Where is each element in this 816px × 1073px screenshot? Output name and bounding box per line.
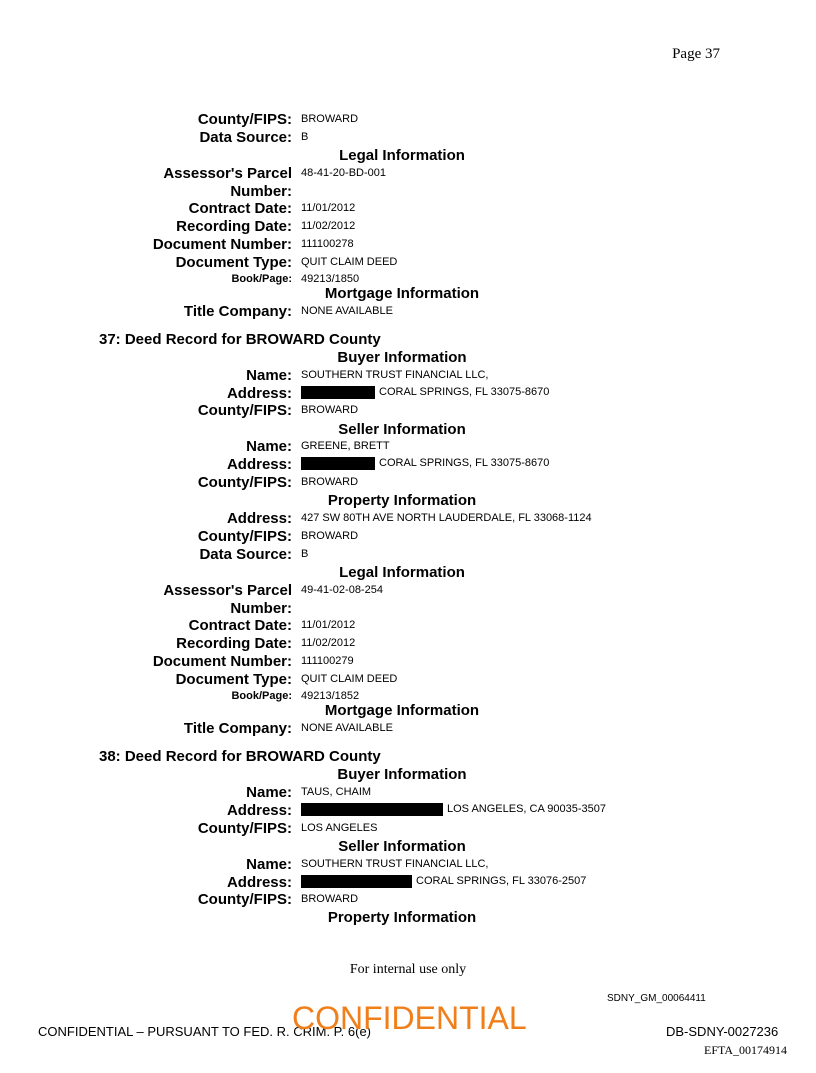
redaction-bar bbox=[301, 457, 375, 470]
buyer-information-heading: Buyer Information bbox=[337, 766, 467, 783]
county-fips-value: BROWARD bbox=[301, 113, 359, 125]
seller-name-label: Name: bbox=[246, 856, 292, 873]
book-page-value: 49213/1852 bbox=[301, 690, 360, 702]
property-county-fips-value: BROWARD bbox=[301, 530, 359, 542]
redaction-bar bbox=[301, 386, 375, 399]
seller-address-text: CORAL SPRINGS, FL 33075-8670 bbox=[379, 457, 550, 469]
legal-information-heading: Legal Information bbox=[339, 147, 465, 164]
assessors-parcel-value: 49-41-02-08-254 bbox=[301, 584, 383, 596]
book-page-label: Book/Page: bbox=[231, 273, 292, 285]
seller-address-label: Address: bbox=[226, 874, 292, 891]
assessors-parcel-label: Assessor's Parcel bbox=[163, 165, 292, 182]
mortgage-information-heading: Mortgage Information bbox=[324, 285, 480, 302]
data-source-label: Data Source: bbox=[199, 546, 292, 563]
data-source-value: B bbox=[301, 548, 309, 560]
document-number-label: Document Number: bbox=[152, 236, 292, 253]
title-company-value: NONE AVAILABLE bbox=[301, 305, 393, 317]
document-number-label: Document Number: bbox=[152, 653, 292, 670]
legal-information-heading: Legal Information bbox=[339, 564, 465, 581]
mortgage-information-heading: Mortgage Information bbox=[324, 702, 480, 719]
bates-number-db-sdny: DB-SDNY-0027236 bbox=[666, 1024, 779, 1039]
seller-information-heading: Seller Information bbox=[338, 838, 466, 855]
seller-county-fips-value: BROWARD bbox=[301, 476, 359, 488]
recording-date-value: 11/02/2012 bbox=[301, 220, 356, 232]
seller-county-fips-value: BROWARD bbox=[301, 893, 359, 905]
contract-date-label: Contract Date: bbox=[188, 617, 292, 634]
seller-address-text: CORAL SPRINGS, FL 33076-2507 bbox=[416, 875, 587, 887]
bates-number-efta: EFTA_00174914 bbox=[704, 1043, 788, 1057]
book-page-value: 49213/1850 bbox=[301, 273, 360, 285]
document-type-label: Document Type: bbox=[175, 671, 292, 688]
bates-number-sdny-gm: SDNY_GM_00064411 bbox=[607, 993, 706, 1004]
recording-date-label: Recording Date: bbox=[176, 218, 292, 235]
assessors-parcel-value: 48-41-20-BD-001 bbox=[301, 167, 386, 179]
buyer-information-heading: Buyer Information bbox=[337, 349, 467, 366]
redaction-bar bbox=[301, 803, 443, 816]
buyer-name-value: TAUS, CHAIM bbox=[301, 786, 372, 798]
deed-record-38-title: 38: Deed Record for BROWARD County bbox=[99, 748, 381, 765]
recording-date-label: Recording Date: bbox=[176, 635, 292, 652]
seller-name-label: Name: bbox=[246, 438, 292, 455]
title-company-label: Title Company: bbox=[183, 720, 292, 737]
page-number: Page 37 bbox=[672, 46, 720, 62]
contract-date-label: Contract Date: bbox=[188, 200, 292, 217]
title-company-label: Title Company: bbox=[183, 303, 292, 320]
buyer-county-fips-value: BROWARD bbox=[301, 404, 359, 416]
seller-address-value bbox=[301, 457, 549, 470]
buyer-address-label: Address: bbox=[226, 802, 292, 819]
seller-address-value bbox=[301, 875, 586, 888]
book-page-label: Book/Page: bbox=[231, 690, 292, 702]
buyer-address-value bbox=[301, 386, 549, 399]
buyer-name-value: SOUTHERN TRUST FINANCIAL LLC, bbox=[301, 369, 489, 381]
property-address-value: 427 SW 80TH AVE NORTH LAUDERDALE, FL 33068-1124 bbox=[301, 512, 592, 524]
data-source-label: Data Source: bbox=[199, 129, 292, 146]
buyer-name-label: Name: bbox=[246, 367, 292, 384]
assessors-parcel-number-label: Number: bbox=[230, 600, 292, 617]
seller-address-label: Address: bbox=[226, 456, 292, 473]
document-number-value: 111100279 bbox=[301, 655, 354, 667]
seller-name-value: SOUTHERN TRUST FINANCIAL LLC, bbox=[301, 858, 489, 870]
data-source-value: B bbox=[301, 131, 309, 143]
buyer-county-fips-value: LOS ANGELES bbox=[301, 822, 378, 834]
property-address-label: Address: bbox=[226, 510, 292, 527]
redaction-bar bbox=[301, 875, 412, 888]
seller-county-fips-label: County/FIPS: bbox=[197, 891, 292, 908]
contract-date-value: 11/01/2012 bbox=[301, 619, 356, 631]
buyer-address-value bbox=[301, 803, 606, 816]
deed-record-37-title: 37: Deed Record for BROWARD County bbox=[99, 331, 381, 348]
buyer-address-label: Address: bbox=[226, 385, 292, 402]
assessors-parcel-number-label: Number: bbox=[230, 183, 292, 200]
seller-name-value: GREENE, BRETT bbox=[301, 440, 390, 452]
document-type-label: Document Type: bbox=[175, 254, 292, 271]
recording-date-value: 11/02/2012 bbox=[301, 637, 356, 649]
county-fips-label: County/FIPS: bbox=[197, 111, 292, 128]
document-type-value: QUIT CLAIM DEED bbox=[301, 673, 398, 685]
document-number-value: 111100278 bbox=[301, 238, 354, 250]
contract-date-value: 11/01/2012 bbox=[301, 202, 356, 214]
property-information-heading: Property Information bbox=[327, 492, 477, 509]
confidentiality-notice: CONFIDENTIAL – PURSUANT TO FED. R. CRIM. P. 6(e) bbox=[38, 1024, 372, 1039]
internal-use-notice: For internal use only bbox=[349, 962, 467, 977]
buyer-address-text: CORAL SPRINGS, FL 33075-8670 bbox=[379, 386, 550, 398]
title-company-value: NONE AVAILABLE bbox=[301, 722, 393, 734]
document-type-value: QUIT CLAIM DEED bbox=[301, 256, 398, 268]
seller-information-heading: Seller Information bbox=[338, 421, 466, 438]
confidential-stamp: CONFIDENTIAL bbox=[292, 1000, 527, 1036]
buyer-address-text: LOS ANGELES, CA 90035-3507 bbox=[447, 803, 606, 815]
buyer-county-fips-label: County/FIPS: bbox=[197, 402, 292, 419]
buyer-county-fips-label: County/FIPS: bbox=[197, 820, 292, 837]
property-county-fips-label: County/FIPS: bbox=[197, 528, 292, 545]
seller-county-fips-label: County/FIPS: bbox=[197, 474, 292, 491]
buyer-name-label: Name: bbox=[246, 784, 292, 801]
assessors-parcel-label: Assessor's Parcel bbox=[163, 582, 292, 599]
property-information-heading: Property Information bbox=[327, 909, 477, 926]
